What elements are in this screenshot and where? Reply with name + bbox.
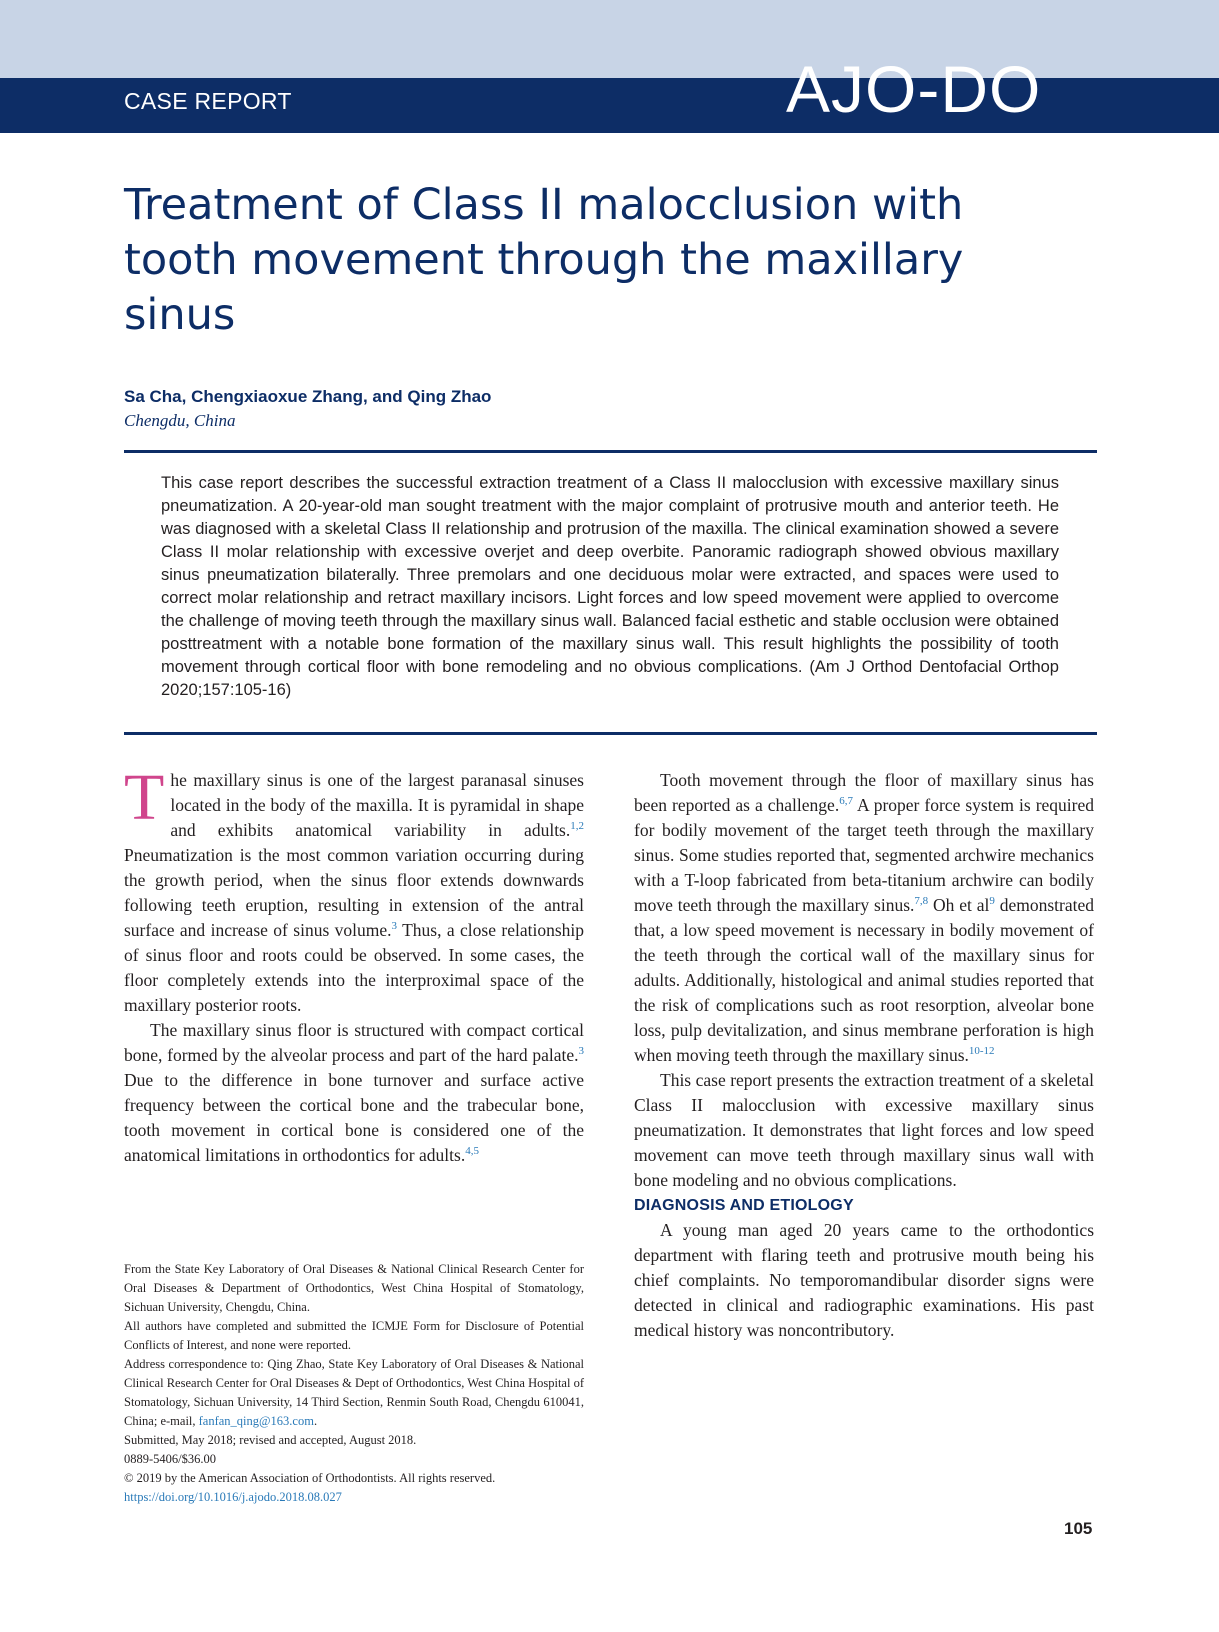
abstract-top-rule	[124, 450, 1097, 453]
diagnosis-paragraph: A young man aged 20 years came to the orthodontics department with flaring teeth and protrusive mouth being his chief complaints. No temporomandibular disorder signs were detected in clinical and radiographic examinations. His past medical history was noncontributory.	[634, 1220, 1094, 1340]
abstract-bottom-rule	[124, 732, 1097, 735]
footnote-from: From the State Key Laboratory of Oral Diseases & National Clinical Research Center for Oral Diseases & Department of Orthodontics, West China Hospital of Stomatology, Sichuan University, Chengdu, China.	[124, 1262, 584, 1314]
intro-paragraph-2: The maxillary sinus floor is structured with compact cortical bone, formed by the alveolar process and part of the hard palate.$^3$ Due to the difference in bone turnover and surface active frequency between the cortical bone and the trabecular bone, tooth movement in cortical bone is considered one of the anatomical limitations in orthodontics for adults.$^{4,5}$	[124, 1020, 584, 1165]
footnote-copyright: © 2019 by the American Association of Orthodontists. All rights reserved.	[124, 1471, 496, 1485]
citation-ref[interactable]: 9	[989, 895, 995, 908]
intro-paragraph-4: This case report presents the extraction treatment of a skeletal Class II malocclusion with excessive maxillary sinus pneumatization. It demonstrates that light forces and low speed movement can move teeth through maxillary sinus wall with bone modeling and no obvious complications.	[634, 1070, 1094, 1190]
footnote-issn: 0889-5406/$36.00	[124, 1452, 217, 1466]
email-link[interactable]: fanfan_qing@163.com	[198, 1414, 314, 1428]
section-label: CASE REPORT	[124, 88, 292, 114]
body-column-left	[124, 761, 585, 1168]
article-title: Treatment of Class II malocclusion with tooth movement through the maxillary sinus	[124, 180, 964, 340]
intro-paragraph-1: The maxillary sinus is one of the largest paranasal sinuses located in the body of the maxilla. It is pyramidal in shape and exhibits anatomical variability in adults.$^{1,2}$ Pneumatization is the most common variation occurring during the growth period, when the sinus floor extends downwards following teeth eruption, resulting in extension of the antral surface and increase of sinus volume.$^3$ Thus, a close relationship of sinus floor and roots could be observed. In some cases, the floor completely extends into the interproximal space of the maxillary posterior roots.	[124, 761, 585, 1015]
section-heading: DIAGNOSIS AND ETIOLOGY	[634, 1197, 854, 1214]
journal-logo: AJO-DO	[786, 52, 1042, 126]
citation-ref[interactable]: 4,5	[465, 1145, 479, 1158]
citation-ref[interactable]: 7,8	[914, 895, 929, 908]
footnote-address: Address correspondence to: Qing Zhao, State Key Laboratory of Oral Diseases & National Clinical Research Center for Oral Diseases & Dept of Orthodontics, West China Hospital of Stomatology, Sichuan University, 14 Third Section, Renmin South Road, Chengdu 610041, China; e-mail, fanfan_qing@163.com.	[124, 1357, 584, 1428]
article-footnotes	[124, 1260, 584, 1507]
author-affiliation: Chengdu, China	[124, 411, 236, 430]
doi-link[interactable]: https://doi.org/10.1016/j.ajodo.2018.08.027	[124, 1490, 342, 1504]
abstract: This case report describes the successful extraction treatment of a Class II malocclusion with excessive maxillary sinus pneumatization. A 20-year-old man sought treatment with the major complaint of protrusive mouth and anterior teeth. He was diagnosed with a skeletal Class II relationship and protrusion of the maxilla. The clinical examination showed a severe Class II molar relationship with excessive overjet and deep overbite. Panoramic radiograph showed obvious maxillary sinus pneumatization bilaterally. Three premolars and one deciduous molar were extracted, and spaces were used to correct molar relationship and retract maxillary incisors. Light forces and low speed movement were applied to overcome the challenge of moving teeth through the maxillary sinus wall. Balanced facial esthetic and stable occlusion were obtained posttreatment with a notable bone formation of the maxillary sinus wall. This result highlights the possibility of tooth movement through cortical floor with bone remodeling and no obvious complications. (Am J Orthod Dentofacial Orthop 2020;157:105-16)	[161, 474, 1059, 699]
footnote-conflicts: All authors have completed and submitted the ICMJE Form for Disclosure of Potential Conflicts of Interest, and none were reported.	[124, 1319, 584, 1352]
citation-ref[interactable]: 6,7	[839, 795, 853, 808]
citation-ref[interactable]: 3	[391, 920, 398, 933]
footnote-submitted: Submitted, May 2018; revised and accepted, August 2018.	[124, 1433, 417, 1447]
intro-paragraph-3: Tooth movement through the floor of maxillary sinus has been reported as a challenge.$^{6,7}$ A proper force system is required for bodily movement of the target teeth through the maxillary sinus. Some studies reported that, segmented archwire mechanics with a T-loop fabricated from beta-titanium archwire can bodily move teeth through the maxillary sinus.$^{7,8}$ Oh et al$^9$ demonstrated that, a low speed movement is necessary in bodily movement of the teeth through the cortical wall of the maxillary sinus for adults. Additionally, histological and animal studies reported that the risk of complications such as root resorption, alveolar bone loss, pulp devitalization, and sinus membrane perforation is high when moving teeth through the maxillary sinus.$^{10-12}$	[634, 770, 1094, 1065]
author-list: Sa Cha, Chengxiaoxue Zhang, and Qing Zhao	[124, 387, 492, 406]
drop-cap: T	[124, 761, 165, 834]
citation-ref[interactable]: 3	[578, 1045, 584, 1058]
page-number: 105	[1064, 1519, 1093, 1538]
citation-ref[interactable]: 10-12	[968, 1045, 995, 1058]
body-column-right	[634, 768, 1094, 1343]
citation-ref[interactable]: 1,2	[570, 820, 584, 833]
